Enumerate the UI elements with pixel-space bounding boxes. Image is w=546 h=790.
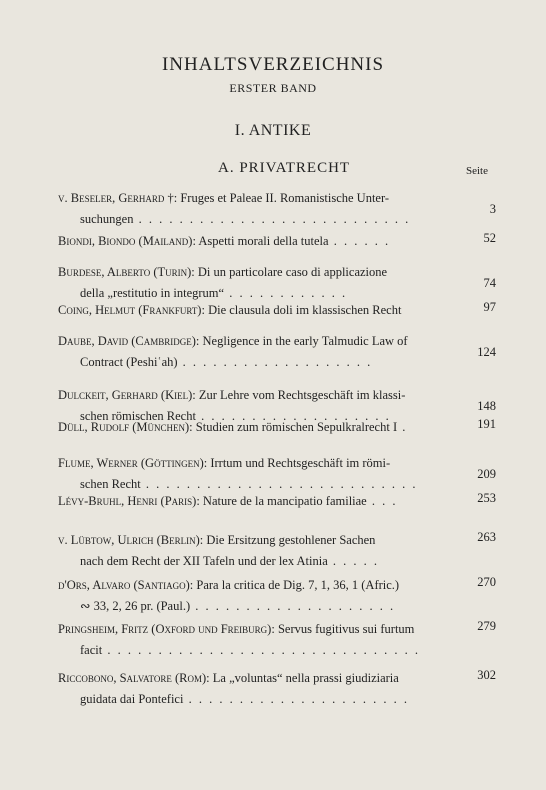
toc-title-continued: Contract (Peshiʿah) . . . . . . . . . . . . . . . . . . .	[80, 355, 373, 369]
section-heading: I. ANTIKE	[234, 122, 312, 139]
toc-page-number: 263	[477, 530, 496, 544]
toc-entry	[58, 530, 458, 572]
toc-entry-line	[58, 303, 401, 317]
toc-title: Servus fugitivus sui furtum	[274, 622, 415, 636]
toc-entry-line	[58, 622, 414, 636]
page-column-label: Seite	[466, 165, 488, 177]
toc-entry	[58, 575, 458, 617]
toc-page-number: 279	[477, 619, 496, 633]
leader-dots: . . . . . .	[328, 234, 391, 248]
toc-title: Studien zum römischen Sepulkralrecht I	[192, 420, 398, 434]
toc-entry-line	[58, 191, 389, 205]
toc-author: Biondi, Biondo (Mailand):	[58, 234, 196, 248]
leader-dots: . . . . . . . . . . . . . . . . . . . .	[190, 599, 396, 613]
toc-title-continued: schen römischen Recht . . . . . . . . . . . . . . . . . . .	[80, 409, 391, 423]
toc-entry	[58, 453, 458, 495]
toc-entry	[58, 331, 458, 373]
toc-title: Irrtum und Rechtsgeschäft im römi-	[207, 456, 391, 470]
toc-entry	[58, 231, 458, 252]
leader-dots: . . . . . . . . . . . . . . . . . . . . . .	[183, 692, 409, 706]
toc-entry-line	[58, 388, 405, 402]
toc-page-number: 148	[477, 399, 496, 413]
toc-entry	[58, 262, 458, 304]
leader-dots: . . . . . . . . . . . . . . . . . . .	[195, 409, 391, 423]
toc-title-continued: nach dem Recht der XII Tafeln und der lex Atinia . . . . .	[80, 554, 380, 568]
leader-dots: . . .	[366, 494, 398, 508]
toc-author: v. Lübtow, Ulrich (Berlin):	[58, 533, 204, 547]
toc-page-number: 253	[477, 491, 496, 505]
toc-entry	[58, 417, 458, 438]
toc-author: Burdese, Alberto (Turin):	[58, 265, 195, 279]
toc-page-number: 74	[483, 276, 496, 290]
toc-title-continued: della „restitutio in integrum“ . . . . . . . . . . . .	[80, 286, 348, 300]
toc-page-number: 270	[477, 575, 496, 589]
toc-title: Para la critica de Dig. 7, 1, 36, 1 (Afric.)	[193, 578, 400, 592]
toc-title: Aspetti morali della tutela	[195, 234, 329, 248]
toc-entry-line	[58, 456, 390, 470]
toc-page-number: 209	[477, 467, 496, 481]
toc-author: Daube, David (Cambridge):	[58, 334, 200, 348]
toc-title-continued: ∾ 33, 2, 26 pr. (Paul.) . . . . . . . . . . . . . . . . . . . .	[80, 599, 396, 613]
leader-dots: . . . . . . . . . . . .	[224, 286, 348, 300]
toc-title: Nature de la mancipatio familiae	[199, 494, 367, 508]
toc-entry-line	[58, 671, 399, 685]
toc-title: Negligence in the early Talmudic Law of	[199, 334, 408, 348]
toc-author: Lévy-Bruhl, Henri (Paris):	[58, 494, 200, 508]
leader-dots: . . . . . . . . . . . . . . . . . . . . . . . . . . . . . . .	[102, 643, 420, 657]
toc-entry	[58, 668, 458, 710]
leader-dots: . . . . .	[327, 554, 380, 568]
toc-entry	[58, 491, 458, 512]
toc-page-number: 191	[477, 417, 496, 431]
volume-label: ERSTER BAND	[229, 81, 317, 95]
leader-dots: . . . . . . . . . . . . . . . . . . . . . . . . . . .	[133, 212, 411, 226]
toc-page-number: 3	[489, 202, 496, 216]
toc-author: Düll, Rudolf (München):	[58, 420, 193, 434]
toc-title: Di un particolare caso di applicazione	[194, 265, 388, 279]
toc-title-continued: guidata dai Pontefici . . . . . . . . . . . . . . . . . . . . . .	[80, 692, 409, 706]
toc-title: La „voluntas“ nella prassi giudiziaria	[209, 671, 399, 685]
toc-title-continued: schen Recht . . . . . . . . . . . . . . . . . . . . . . . . . . .	[80, 477, 418, 491]
toc-entry-line	[58, 578, 399, 592]
leader-dots: . . . . . . . . . . . . . . . . . . . . . . . . . . .	[140, 477, 418, 491]
subsection-heading: A. PRIVATRECHT	[218, 160, 351, 176]
toc-title: Die clausula doli im klassischen Recht	[204, 303, 402, 317]
toc-entry-line	[58, 234, 390, 248]
toc-entry-line	[58, 265, 387, 279]
toc-page-number: 302	[477, 668, 496, 682]
toc-author: Flume, Werner (Göttingen):	[58, 456, 208, 470]
leader-dots: . . . . . . . . . . . . . . . . . . .	[177, 355, 373, 369]
toc-entry	[58, 619, 458, 661]
toc-author: v. Beseler, Gerhard †:	[58, 191, 178, 205]
toc-author: Riccobono, Salvatore (Rom):	[58, 671, 210, 685]
toc-title: Fruges et Paleae II. Romanistische Unter-	[177, 191, 390, 205]
toc-title: Die Ersitzung gestohlener Sachen	[203, 533, 376, 547]
toc-author: d'Ors, Alvaro (Santiago):	[58, 578, 194, 592]
toc-author: Pringsheim, Fritz (Oxford und Freiburg):	[58, 622, 275, 636]
toc-title-continued: facit . . . . . . . . . . . . . . . . . . . . . . . . . . . . . . .	[80, 643, 420, 657]
page-title: INHALTSVERZEICHNIS	[161, 54, 385, 75]
toc-title-continued: suchungen . . . . . . . . . . . . . . . . . . . . . . . . . . .	[80, 212, 411, 226]
toc-entry	[58, 300, 458, 321]
toc-entry-line	[58, 420, 407, 434]
toc-entry	[58, 188, 458, 230]
toc-page-number: 52	[483, 231, 496, 245]
toc-author: Dulckeit, Gerhard (Kiel):	[58, 388, 196, 402]
toc-entry-line	[58, 334, 408, 348]
toc-entry-line	[58, 533, 375, 547]
toc-page-number: 97	[483, 300, 496, 314]
toc-title: Zur Lehre vom Rechtsgeschäft im klassi-	[195, 388, 406, 402]
toc-entry-line	[58, 494, 397, 508]
leader-dots: .	[397, 420, 408, 434]
toc-author: Coing, Helmut (Frankfurt):	[58, 303, 205, 317]
toc-page-number: 124	[477, 345, 496, 359]
